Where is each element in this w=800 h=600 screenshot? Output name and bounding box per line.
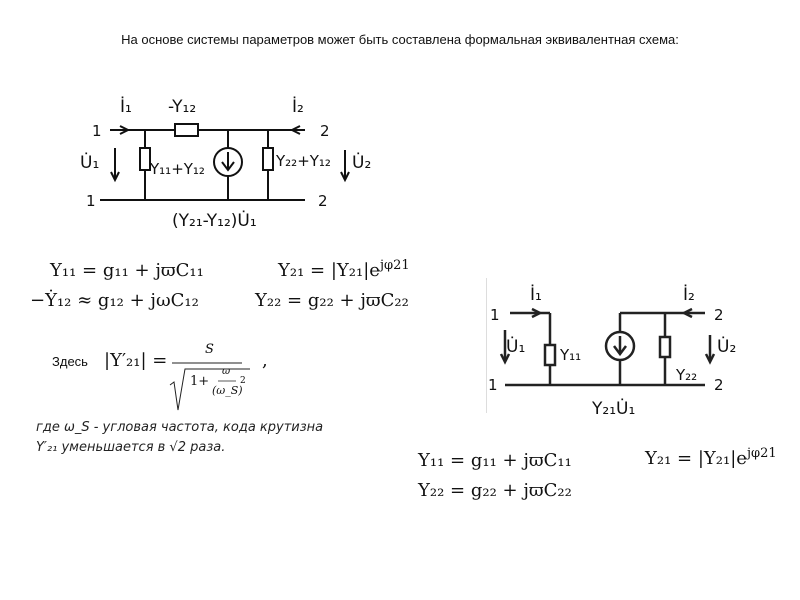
equation-y12-left: −Ẏ₁₂ ≈ g₁₂ + jωC₁₂	[30, 290, 199, 311]
current-i1: İ₁	[120, 97, 132, 117]
equation-y21-right-exponent: jφ21	[746, 446, 777, 461]
right-node-2-bottom: 2	[714, 376, 724, 394]
voltage-u2: U̇₂	[352, 153, 372, 173]
denominator-prefix: 1+	[190, 374, 210, 389]
source-label: (Y₂₁-Y₁₂)U̇₁	[172, 211, 257, 231]
right-left-shunt-label: Y₁₁	[560, 346, 582, 364]
equation-y21-left-base: Y₂₁ = |Y₂₁|e	[278, 260, 380, 281]
right-source-label: Y₂₁U̇₁	[592, 399, 636, 419]
left-shunt-label: Y₁₁+Y₁₂	[150, 160, 205, 178]
voltage-u1: U̇₁	[80, 153, 100, 173]
current-i2: İ₂	[292, 97, 304, 117]
right-right-shunt-resistor	[660, 337, 670, 357]
right-node-1-bottom: 1	[488, 376, 498, 394]
power-exponent: 2	[240, 376, 246, 386]
page-title: На основе системы параметров может быть составлена формальная эквивалентная схема:	[121, 32, 679, 47]
right-current-i2: İ₂	[683, 285, 695, 305]
right-right-shunt-label: Y₂₂	[676, 366, 698, 384]
omega-bottom: (ω_S)	[212, 384, 243, 397]
note-line-1: где ω_S - угловая частота, кода крутизна	[36, 420, 324, 435]
right-voltage-u2: U̇₂	[717, 337, 737, 357]
omega-top: ω	[222, 366, 231, 377]
right-left-shunt-resistor	[545, 345, 555, 365]
node-2-top: 2	[320, 122, 330, 140]
equation-y11-left: Y₁₁ = g₁₁ + jϖC₁₁	[50, 260, 204, 281]
equation-y22-left: Y₂₂ = g₂₂ + jϖC₂₂	[255, 290, 409, 311]
equation-y21-right	[645, 446, 777, 469]
right-node-1-top: 1	[490, 306, 500, 324]
node-1-top: 1	[92, 122, 102, 140]
here-label: Здесь	[52, 354, 88, 369]
right-shunt-label: Y₂₂+Y₁₂	[276, 152, 331, 170]
right-current-i1: İ₁	[530, 285, 542, 305]
trailing-comma: ,	[262, 350, 268, 371]
right-node-2-top: 2	[714, 306, 724, 324]
series-admittance-label: -Y₁₂	[168, 97, 197, 117]
equation-y22-right: Y₂₂ = g₂₂ + jϖC₂₂	[418, 480, 572, 501]
equation-y21-left-exponent: jφ21	[379, 258, 410, 273]
fraction-numerator: S	[205, 342, 214, 357]
node-2-bottom: 2	[318, 192, 328, 210]
note-line-2: Y′₂₁ уменьшается в √2 раза.	[36, 440, 226, 455]
equation-y11-right: Y₁₁ = g₁₁ + jϖC₁₁	[418, 450, 572, 471]
equation-y21-right-base: Y₂₁ = |Y₂₁|e	[645, 448, 747, 469]
right-voltage-u1: U̇₁	[506, 337, 526, 357]
node-1-bottom: 1	[86, 192, 96, 210]
here-lhs: |Y′₂₁| =	[104, 350, 168, 371]
